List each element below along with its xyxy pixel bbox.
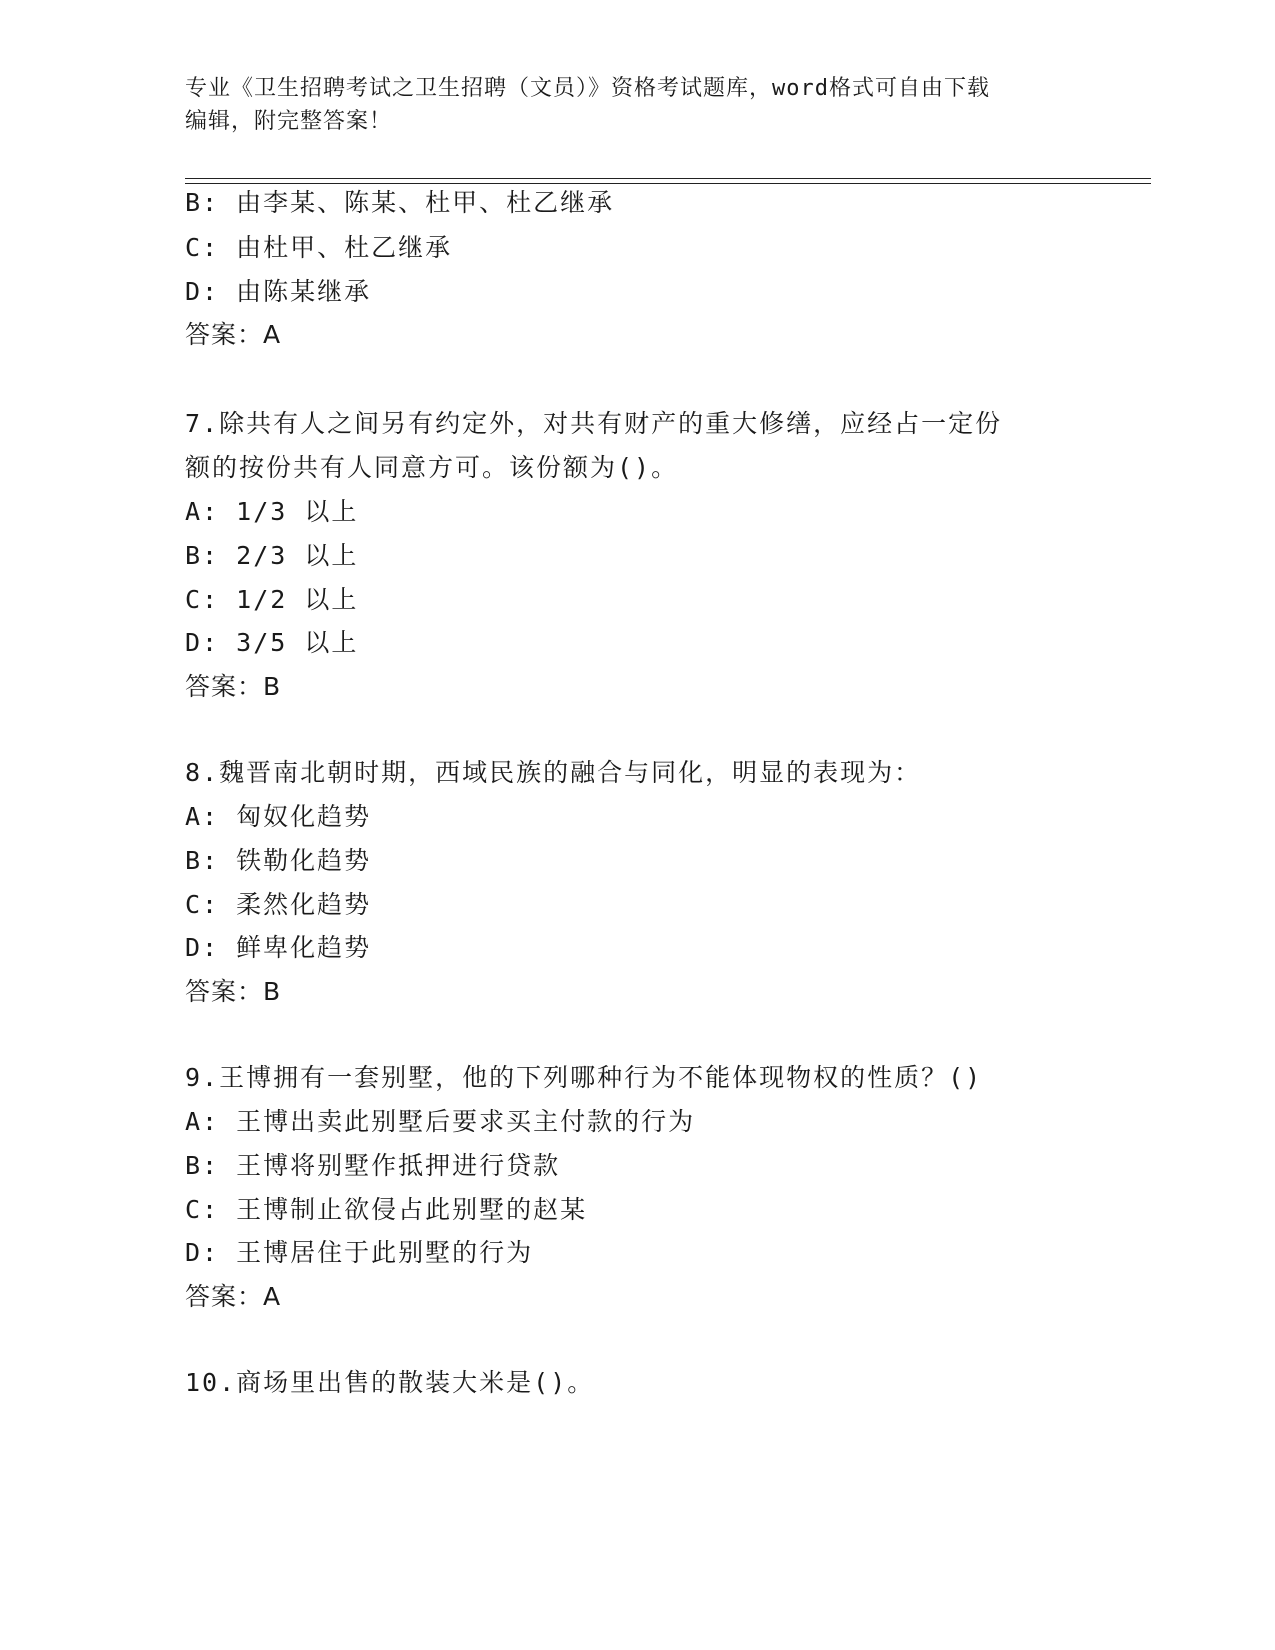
q9-option-a: A: 王博出卖此别墅后要求买主付款的行为 — [185, 1107, 696, 1136]
q7-option-a: A: 1/3 以上 — [185, 497, 359, 526]
q8-option-b: B: 铁勒化趋势 — [185, 846, 372, 875]
header-divider-bottom — [185, 183, 1151, 184]
q7-stem-line-1: 7.除共有人之间另有约定外，对共有财产的重大修缮，应经占一定份 — [185, 409, 1003, 438]
q8-answer: 答案：B — [185, 977, 282, 1006]
q6-option-b: B: 由李某、陈某、杜甲、杜乙继承 — [185, 188, 615, 217]
q8-option-a: A: 匈奴化趋势 — [185, 802, 372, 831]
q6-answer: 答案：A — [185, 320, 282, 349]
q9-option-c: C: 王博制止欲侵占此别墅的赵某 — [185, 1195, 588, 1224]
q7-option-c: C: 1/2 以上 — [185, 585, 359, 614]
q9-option-d: D: 王博居住于此别墅的行为 — [185, 1238, 534, 1267]
q7-stem-line-2: 额的按份共有人同意方可。该份额为()。 — [185, 453, 679, 482]
q7-option-b: B: 2/3 以上 — [185, 541, 359, 570]
header-line-2: 编辑，附完整答案！ — [185, 109, 393, 134]
document-header — [185, 72, 1105, 138]
q7-option-d: D: 3/5 以上 — [185, 628, 359, 657]
header-line-1: 专业《卫生招聘考试之卫生招聘（文员）》资格考试题库，word格式可自由下载 — [185, 76, 990, 101]
header-divider-top — [185, 178, 1151, 179]
q7-answer: 答案：B — [185, 672, 282, 701]
q9-option-b: B: 王博将别墅作抵押进行贷款 — [185, 1151, 561, 1180]
q6-option-d: D: 由陈某继承 — [185, 277, 372, 306]
q10-stem: 10.商场里出售的散装大米是()。 — [185, 1368, 595, 1397]
q8-option-d: D: 鲜卑化趋势 — [185, 933, 372, 962]
q6-option-c: C: 由杜甲、杜乙继承 — [185, 233, 453, 262]
q9-answer: 答案：A — [185, 1282, 282, 1311]
q9-stem: 9.王博拥有一套别墅，他的下列哪种行为不能体现物权的性质？() — [185, 1063, 983, 1092]
q8-option-c: C: 柔然化趋势 — [185, 890, 372, 919]
q8-stem: 8.魏晋南北朝时期，西域民族的融合与同化，明显的表现为： — [185, 758, 922, 787]
